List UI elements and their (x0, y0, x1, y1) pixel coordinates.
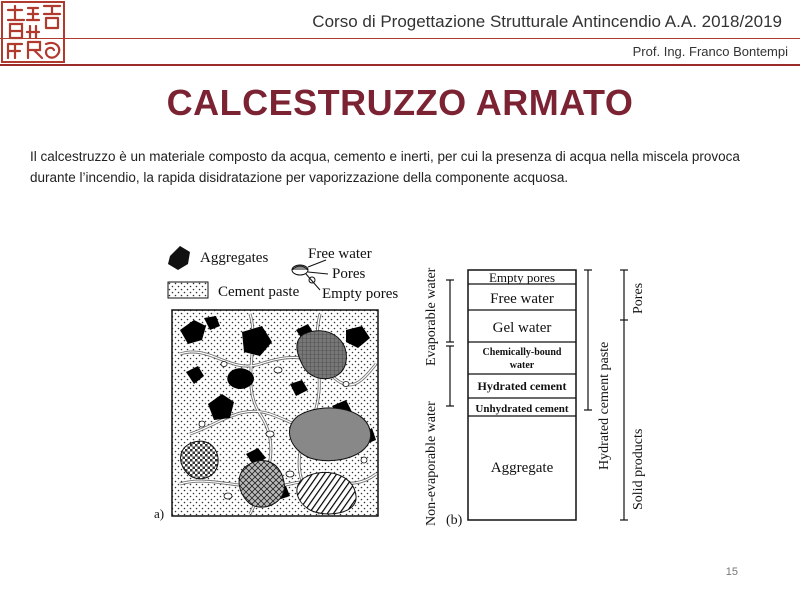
layer-hydrated-cement: Hydrated cement (477, 379, 567, 393)
panel-a-label: a) (154, 506, 165, 521)
non-evaporable-water-label: Non-evaporable water (424, 401, 439, 526)
slide-body-text: Il calcestruzzo è un materiale composto da acqua, cemento e inerti, per cui la presenza di acqua nella miscela provoca durante l’incendio, la rapida disidratazione per vaporizzazione della componente acquosa. (30, 149, 740, 185)
legend-aggregates-label: Aggregates (200, 250, 269, 266)
layer-empty-pores: Empty pores (488, 270, 556, 285)
course-title: Corso di Progettazione Strutturale Antincendio A.A. 2018/2019 (312, 12, 782, 31)
concrete-structure-figure (150, 234, 650, 534)
layer-chemically-bound: Chemically-bound (482, 347, 562, 358)
university-logo (0, 0, 68, 66)
header-divider (0, 38, 800, 39)
hydrated-cement-paste-label: Hydrated cement paste (597, 341, 612, 470)
layer-unhydrated-cement: Unhydrated cement (475, 403, 569, 415)
legend-free-water-label: Free water (308, 246, 372, 262)
layer-aggregate: Aggregate (490, 460, 554, 476)
aggregate-legend-swatch (168, 246, 190, 270)
slide-title: CALCESTRUZZO ARMATO (166, 82, 634, 123)
legend-empty-pores-label: Empty pores (322, 286, 399, 302)
panel-a-microstructure (154, 310, 378, 521)
layer-chemically-bound-water: water (509, 360, 535, 371)
panel-b-composition-diagram (424, 267, 646, 528)
page-number: 15 (725, 566, 738, 578)
legend-pores-label: Pores (332, 266, 366, 282)
professor-name: Prof. Ing. Franco Bontempi (632, 44, 788, 59)
panel-a-legend (168, 246, 398, 302)
layer-gel-water: Gel water (492, 320, 552, 336)
header-bottom-divider (0, 64, 800, 66)
layer-free-water: Free water (490, 291, 554, 307)
evaporable-water-label: Evaporable water (424, 267, 439, 366)
panel-b-label: (b) (446, 513, 463, 528)
cement-paste-legend-swatch (168, 282, 208, 298)
pores-bracket-label: Pores (631, 282, 646, 314)
legend-cement-paste-label: Cement paste (218, 284, 300, 300)
solid-products-label: Solid products (631, 428, 646, 510)
